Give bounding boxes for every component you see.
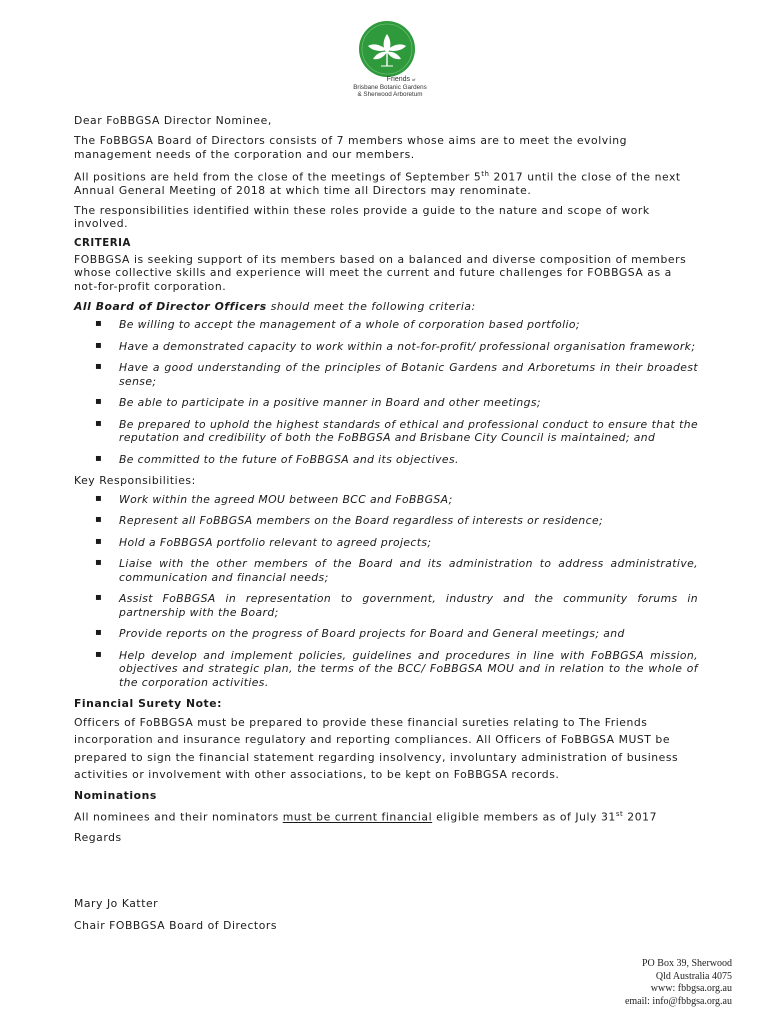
organization-logo — [340, 20, 440, 102]
financial-surety-paragraph: Officers of FoBBGSA must be prepared to provide these financial sureties relating to The Friends incorporation and insurance regulatory and reporting compliances. All Officers of FoBBGSA MUST be prepared to sign the financial statement regarding insolvency, involuntary administration of business activities or involvement with other associations, to be kept on FoBBGSA records. — [74, 715, 679, 782]
intro-paragraph: The FoBBGSA Board of Directors consists of 7 members whose aims are to meet the evolving management needs of the corporation and our members. — [74, 134, 628, 161]
list-item: ▪ Have a good understanding of the principles of Botanic Gardens and Arboretums in their broadest sense; — [74, 361, 698, 388]
list-item: ▪ Hold a FoBBGSA portfolio relevant to agreed projects; — [74, 536, 698, 550]
contact-footer — [625, 958, 732, 1008]
nominations-paragraph: All nominees and their nominators must be current financial eligible members as of July 31st 2017 — [74, 810, 657, 825]
list-item: ▪ Liaise with the other members of the Board and its administration to address administrative, communication and financial needs; — [74, 557, 698, 584]
criteria-heading: CRITERIA — [74, 238, 131, 250]
key-responsibilities-list — [74, 493, 698, 690]
criteria-paragraph: FOBBGSA is seeking support of its members based on a balanced and diverse composition of members whose collective skills and experience will meet the current and future challenges for FOBBGSA as a not-for-profit corporation. — [74, 252, 687, 293]
email-text: email: info@fbbgsa.org.au — [624, 995, 732, 1007]
list-item: ▪ Be committed to the future of FoBBGSA and its objectives. — [74, 453, 698, 467]
leaf-emblem-icon — [358, 20, 416, 78]
financial-surety-heading: Financial Surety Note: — [74, 697, 223, 711]
list-item: ▪ Assist FoBBGSA in representation to government, industry and the community forums in partnership with the Board; — [74, 592, 698, 619]
signatory-title: Chair FOBBGSA Board of Directors — [74, 918, 278, 932]
list-item: ▪ Be able to participate in a positive manner in Board and other meetings; — [74, 396, 698, 410]
list-item: ▪ Work within the agreed MOU between BCC and FoBBGSA; — [74, 493, 698, 507]
state-postcode: Qld Australia 4075 — [655, 970, 732, 982]
list-item: ▪ Provide reports on the progress of Board projects for Board and General meetings; and — [74, 627, 698, 641]
term-paragraph: All positions are held from the close of the meetings of September 5th 2017 until the close of the next Annual General Meeting of 2018 at which time all Directors may renominate. — [74, 169, 681, 197]
list-item: ▪ Have a demonstrated capacity to work within a not-for-profit/ professional organisation framework; — [74, 340, 698, 354]
postal-address: PO Box 39, Sherwood — [641, 958, 732, 969]
list-item: ▪ Represent all FoBBGSA members on the Board regardless of interests or residence; — [74, 514, 698, 528]
nominations-heading: Nominations — [74, 788, 157, 802]
regards: Regards — [74, 831, 122, 845]
signatory-name: Mary Jo Katter — [74, 897, 159, 911]
key-responsibilities-heading: Key Responsibilities: — [74, 474, 196, 488]
officers-intro: All Board of Director Officers should meet the following criteria: — [74, 299, 476, 313]
list-item: ▪ Be prepared to uphold the highest standards of ethical and professional conduct to ensure that the reputation and credibility of both the FoBBGSA and Brisbane City Council is maintained; and — [74, 418, 698, 445]
responsibilities-paragraph: The responsibilities identified within these roles provide a guide to the nature and scope of work involved. — [74, 203, 650, 231]
list-item: ▪ Help develop and implement policies, guidelines and procedures in line with FoBBGSA mission, objectives and strategic plan, the terms of the BCC/ FoBBGSA MOU and in relation to the whole of the corporation activities. — [74, 649, 698, 690]
website-text: www: fbbgsa.org.au — [650, 983, 732, 994]
letter-body — [74, 114, 698, 932]
criteria-list — [74, 318, 698, 466]
logo-wordmark: Friends of Brisbane Botanic Gardens & Sherwood Arboretum — [353, 76, 427, 98]
list-item: ▪ Be willing to accept the management of a whole of corporation based portfolio; — [74, 318, 698, 332]
salutation: Dear FoBBGSA Director Nominee, — [74, 114, 272, 127]
